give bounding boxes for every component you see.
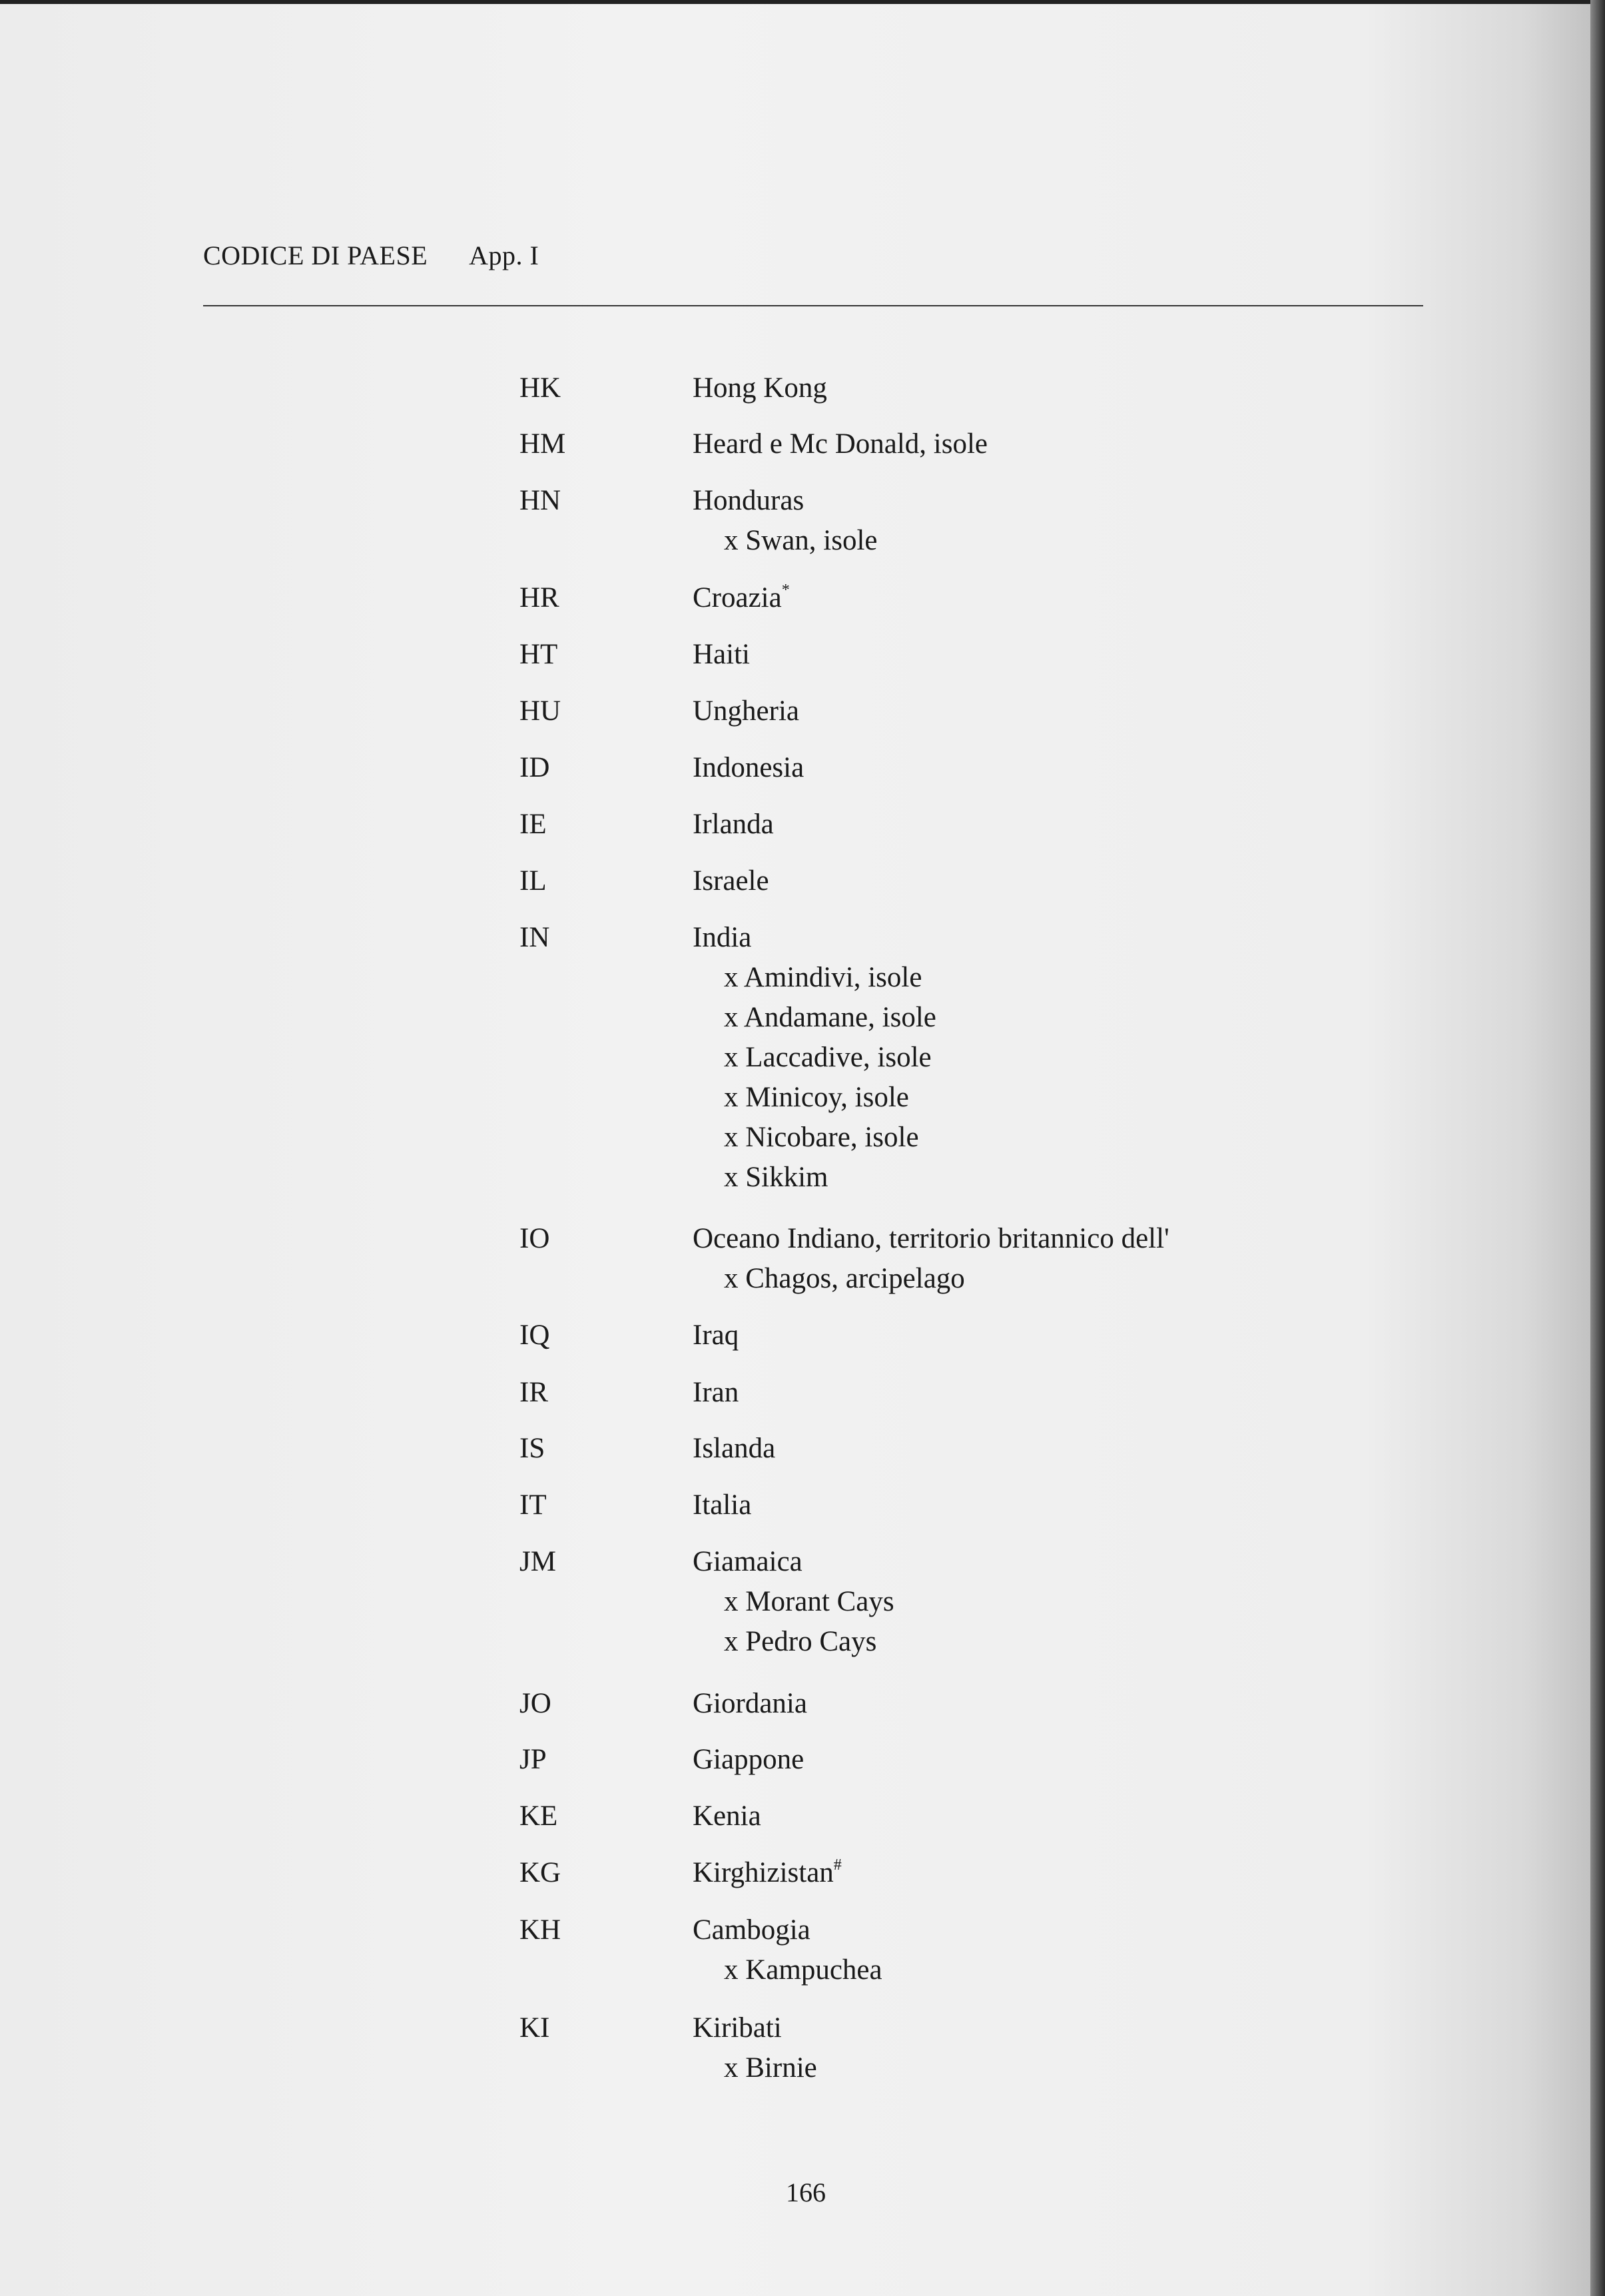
country-name-text: Irlanda (693, 809, 774, 840)
page-binding-edge (1590, 0, 1605, 2296)
running-head-appendix: App. I (469, 240, 539, 270)
country-code: IS (519, 1433, 545, 1464)
country-name-text: Heard e Mc Donald, isole (693, 428, 988, 460)
country-code: IT (519, 1489, 547, 1521)
country-name (693, 748, 804, 788)
see-reference: x Chagos, arcipelago (724, 1263, 965, 1294)
country-name (693, 861, 769, 901)
country-code: JM (519, 1546, 556, 1577)
country-name (693, 1429, 775, 1469)
country-name-text: Croazia (693, 582, 782, 613)
country-name (693, 1373, 739, 1413)
country-name (693, 1542, 802, 1582)
country-code: HU (519, 695, 561, 727)
see-reference: x Laccadive, isole (724, 1042, 932, 1073)
page-number: 166 (786, 2177, 826, 2207)
country-code: HK (519, 372, 561, 404)
page-top-edge (0, 0, 1605, 4)
country-name-text: Kirghizistan (693, 1857, 834, 1888)
country-code: IL (519, 865, 547, 897)
footnote-mark: * (781, 581, 790, 599)
country-code: IE (519, 809, 547, 840)
see-reference: x Swan, isole (724, 525, 878, 556)
country-code: IR (519, 1377, 548, 1408)
country-code: HT (519, 639, 558, 670)
country-name-text: Oceano Indiano, territorio britannico dell' (693, 1223, 1169, 1254)
country-name-text: Giamaica (693, 1546, 802, 1577)
see-reference: x Pedro Cays (724, 1626, 877, 1657)
country-code: KH (519, 1914, 561, 1946)
country-code: IN (519, 922, 550, 953)
country-code: KG (519, 1857, 561, 1888)
country-name (693, 1796, 761, 1836)
see-reference: x Kampuchea (724, 1954, 882, 1986)
country-name (693, 805, 774, 845)
country-code: HR (519, 582, 559, 613)
country-name-text: India (693, 922, 752, 953)
see-reference: x Nicobare, isole (724, 1122, 919, 1153)
country-code: KE (519, 1800, 558, 1832)
country-name (693, 1684, 807, 1724)
header-rule (203, 305, 1423, 306)
country-name-text: Kiribati (693, 2012, 782, 2044)
country-code: HN (519, 485, 561, 516)
country-code: IO (519, 1223, 550, 1254)
country-code: IQ (519, 1320, 550, 1351)
country-name (693, 1740, 804, 1780)
country-name-text: Iran (693, 1377, 739, 1408)
country-name (693, 635, 750, 675)
country-name (693, 1316, 739, 1355)
country-name (693, 1853, 842, 1893)
country-name (693, 481, 804, 521)
country-name-text: Islanda (693, 1433, 776, 1464)
country-name-text: Cambogia (693, 1914, 810, 1946)
country-name-text: Israele (693, 865, 769, 897)
see-reference: x Sikkim (724, 1162, 828, 1193)
country-name (693, 424, 988, 464)
country-name (693, 691, 799, 731)
country-name (693, 368, 827, 408)
country-name-text: Hong Kong (693, 372, 827, 404)
country-name-text: Ungheria (693, 695, 799, 727)
country-code: KI (519, 2012, 550, 2044)
country-code: JP (519, 1744, 547, 1775)
country-name (693, 1219, 1169, 1259)
country-name-text: Iraq (693, 1320, 739, 1351)
country-code: HM (519, 428, 566, 460)
see-reference: x Birnie (724, 2052, 817, 2084)
country-name-text: Indonesia (693, 752, 804, 783)
country-name-text: Honduras (693, 485, 804, 516)
country-name-text: Haiti (693, 639, 750, 670)
country-name-text: Italia (693, 1489, 752, 1521)
country-code: JO (519, 1688, 551, 1719)
running-head (203, 240, 539, 271)
country-name-text: Giappone (693, 1744, 804, 1775)
country-name (693, 1485, 751, 1525)
see-reference: x Andamane, isole (724, 1002, 936, 1033)
see-reference: x Minicoy, isole (724, 1082, 909, 1113)
see-reference: x Morant Cays (724, 1586, 894, 1617)
country-name (693, 2008, 782, 2048)
country-name-text: Giordania (693, 1688, 807, 1719)
country-code: ID (519, 752, 550, 783)
country-name (693, 1910, 810, 1950)
footnote-mark: # (833, 1856, 842, 1874)
country-name (693, 578, 790, 618)
country-name (693, 918, 751, 958)
see-reference: x Amindivi, isole (724, 962, 922, 993)
country-name-text: Kenia (693, 1800, 761, 1832)
running-head-title: CODICE DI PAESE (203, 240, 428, 270)
